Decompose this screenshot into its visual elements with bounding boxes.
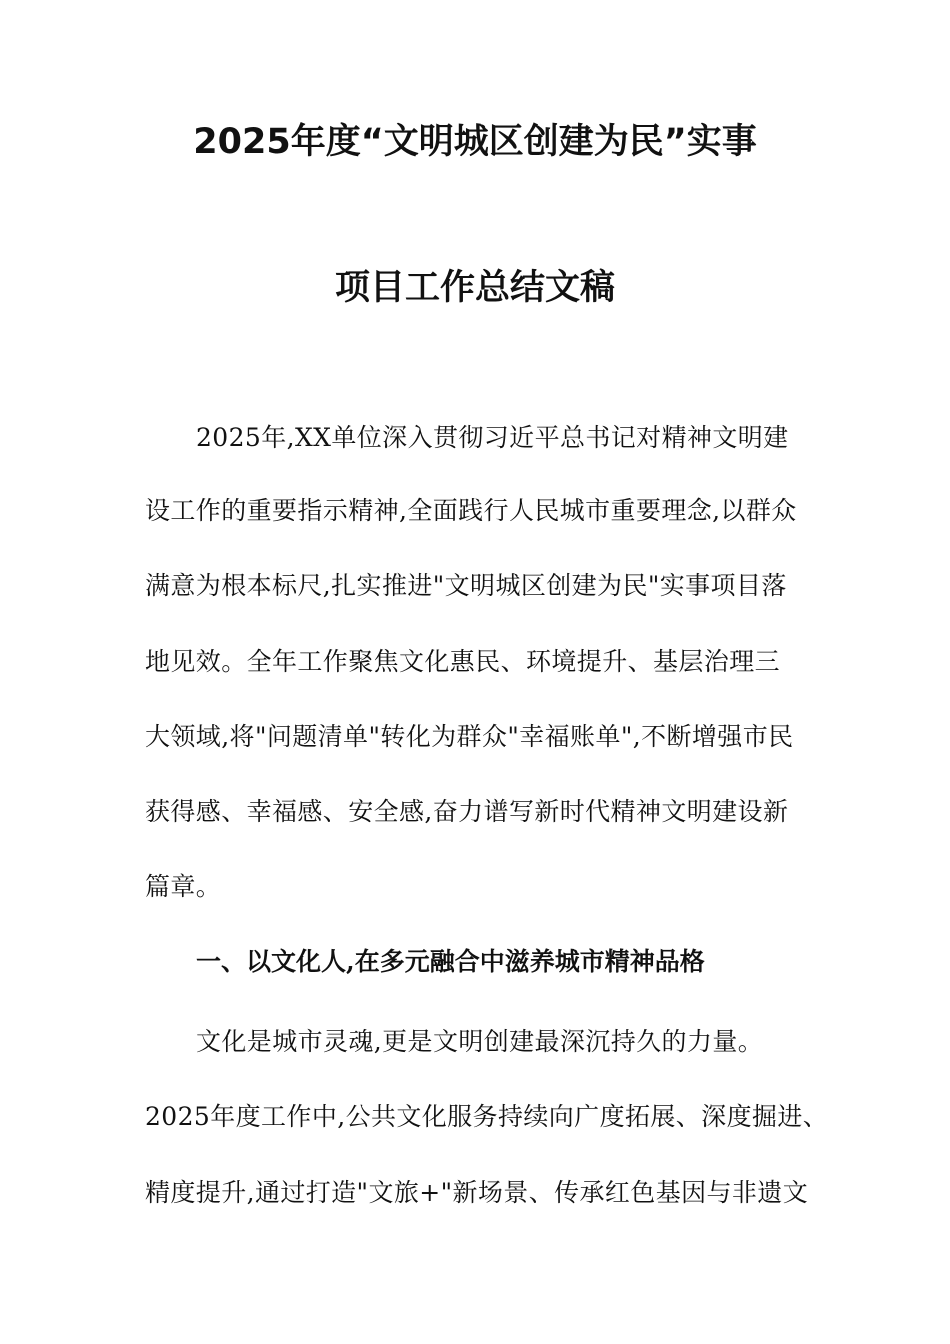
paragraph-1-line-1: 2025年,XX单位深入贯彻习近平总书记对精神文明建 [196,423,789,452]
paragraph-2-line-3: 精度提升,通过打造"文旅+"新场景、传承红色基因与非遗文 [145,1178,809,1207]
paragraph-1-line-5: 大领域,将"问题清单"转化为群众"幸福账单",不断增强市民 [145,722,794,751]
document-title-line-1: 2025年度“文明城区创建为民”实事 [193,122,757,162]
paragraph-1-line-2: 设工作的重要指示精神,全面践行人民城市重要理念,以群众 [145,496,797,525]
paragraph-1-line-6: 获得感、幸福感、安全感,奋力谱写新时代精神文明建设新 [145,797,789,826]
paragraph-1-line-4: 地见效。全年工作聚焦文化惠民、环境提升、基层治理三 [145,647,781,676]
document-title-line-2: 项目工作总结文稿 [334,268,615,308]
paragraph-1-line-7: 篇章。 [145,872,222,901]
section-1-heading: 一、以文化人,在多元融合中滋养城市精神品格 [196,947,705,976]
paragraph-2-line-2: 2025年度工作中,公共文化服务持续向广度拓展、深度掘进、 [145,1102,829,1131]
paragraph-1-line-3: 满意为根本标尺,扎实推进"文明城区创建为民"实事项目落 [145,571,787,600]
paragraph-2-line-1: 文化是城市灵魂,更是文明创建最深沉持久的力量。 [196,1027,764,1056]
